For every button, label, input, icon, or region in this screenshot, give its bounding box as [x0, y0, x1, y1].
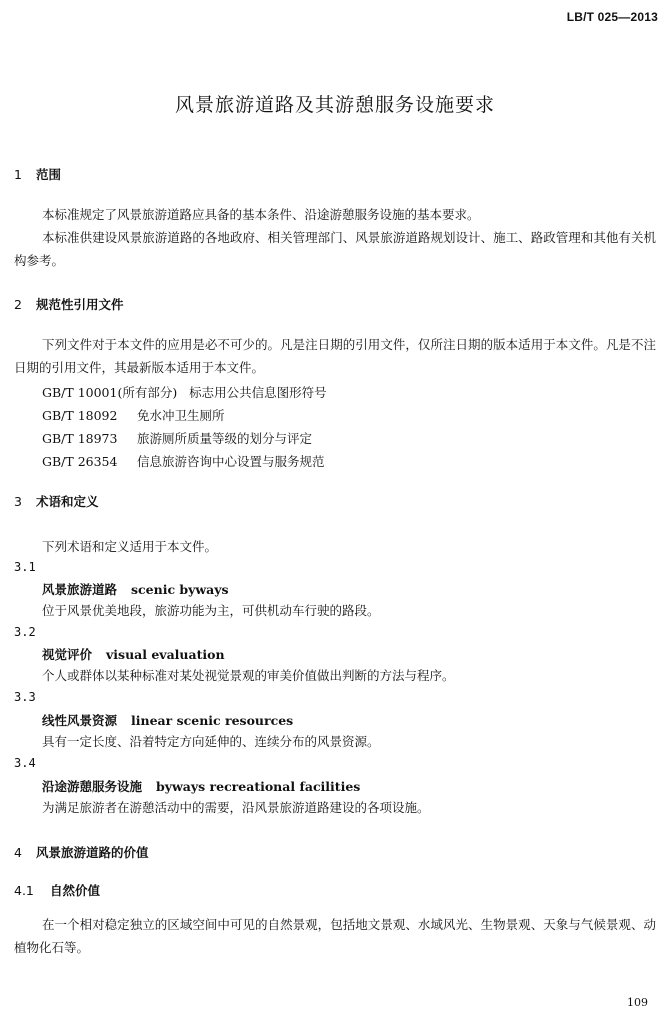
reference-code: GB/T 18973: [42, 431, 118, 446]
term-number: 3.3: [14, 690, 36, 704]
term-en: byways recreational facilities: [156, 779, 361, 794]
term-definition: 具有一定长度、沿着特定方向延伸的、连续分布的风景资源。: [42, 734, 380, 749]
document-title: 风景旅游道路及其游憩服务设施要求: [174, 94, 495, 116]
term-number: 3.2: [14, 625, 36, 639]
term-en: linear scenic resources: [131, 713, 294, 728]
subsection-number: 4.1: [14, 883, 34, 898]
section-3-heading: [14, 492, 99, 510]
reference-item: [42, 383, 327, 401]
section-title: 规范性引用文件: [36, 297, 124, 312]
term-heading: [42, 711, 293, 729]
reference-item: [42, 429, 312, 447]
term-definition: 为满足旅游者在游憩活动中的需要，沿风景旅游道路建设的各项设施。: [42, 800, 430, 815]
reference-code: GB/T 18092: [42, 408, 118, 423]
section-2-heading: [14, 295, 124, 313]
section-1-paragraph-2: 本标准供建设风景旅游道路的各地政府、相关管理部门、风景旅游道路规划设计、施工、路政管理和其他有关机构参考。: [14, 230, 656, 268]
reference-title: 信息旅游咨询中心设置与服务规范: [137, 454, 325, 469]
reference-item: [42, 452, 325, 470]
section-1-heading: [14, 165, 61, 183]
reference-code: GB/T 10001(所有部分): [42, 385, 178, 400]
term-definition: 个人或群体以某种标准对某处视觉景观的审美价值做出判断的方法与程序。: [42, 668, 455, 683]
term-en: scenic byways: [131, 582, 229, 597]
section-1-paragraph-1: 本标准规定了风景旅游道路应具备的基本条件、沿途游憩服务设施的基本要求。: [42, 207, 480, 222]
subsection-4-1-paragraph: 在一个相对稳定独立的区域空间中可见的自然景观，包括地文景观、水域风光、生物景观、天象与气候景观、动植物化石等。: [14, 917, 656, 955]
term-heading: [42, 777, 360, 795]
term-number: 3.1: [14, 560, 36, 574]
section-number: 3: [14, 494, 22, 509]
term-en: visual evaluation: [106, 647, 225, 662]
reference-code: GB/T 26354: [42, 454, 118, 469]
section-title: 风景旅游道路的价值: [36, 845, 149, 860]
section-title: 范围: [36, 167, 62, 182]
standard-code: LB/T 025—2013: [566, 10, 658, 24]
section-3-intro: 下列术语和定义适用于本文件。: [42, 539, 218, 554]
section-2-paragraph-1: 下列文件对于本文件的应用是必不可少的。凡是注日期的引用文件，仅所注日期的版本适用于本文件。凡是不注日期的引用文件，其最新版本适用于本文件。: [14, 337, 656, 375]
section-number: 2: [14, 297, 22, 312]
term-heading: [42, 580, 229, 598]
section-number: 4: [14, 845, 22, 860]
section-number: 1: [14, 167, 22, 182]
reference-title: 标志用公共信息图形符号: [189, 385, 327, 400]
term-definition: 位于风景优美地段，旅游功能为主，可供机动车行驶的路段。: [42, 603, 380, 618]
section-title: 术语和定义: [36, 494, 99, 509]
term-zh: 线性风景资源: [42, 713, 118, 728]
section-4-heading: [14, 843, 149, 861]
page-number: 109: [627, 996, 648, 1009]
term-zh: 沿途游憩服务设施: [42, 779, 143, 794]
reference-title: 免水冲卫生厕所: [137, 408, 225, 423]
subsection-title: 自然价值: [50, 883, 101, 898]
subsection-4-1-heading: [14, 881, 100, 899]
reference-title: 旅游厕所质量等级的划分与评定: [137, 431, 313, 446]
term-zh: 风景旅游道路: [42, 582, 118, 597]
term-zh: 视觉评价: [42, 647, 93, 662]
term-number: 3.4: [14, 756, 36, 770]
term-heading: [42, 645, 225, 663]
reference-item: [42, 406, 225, 424]
